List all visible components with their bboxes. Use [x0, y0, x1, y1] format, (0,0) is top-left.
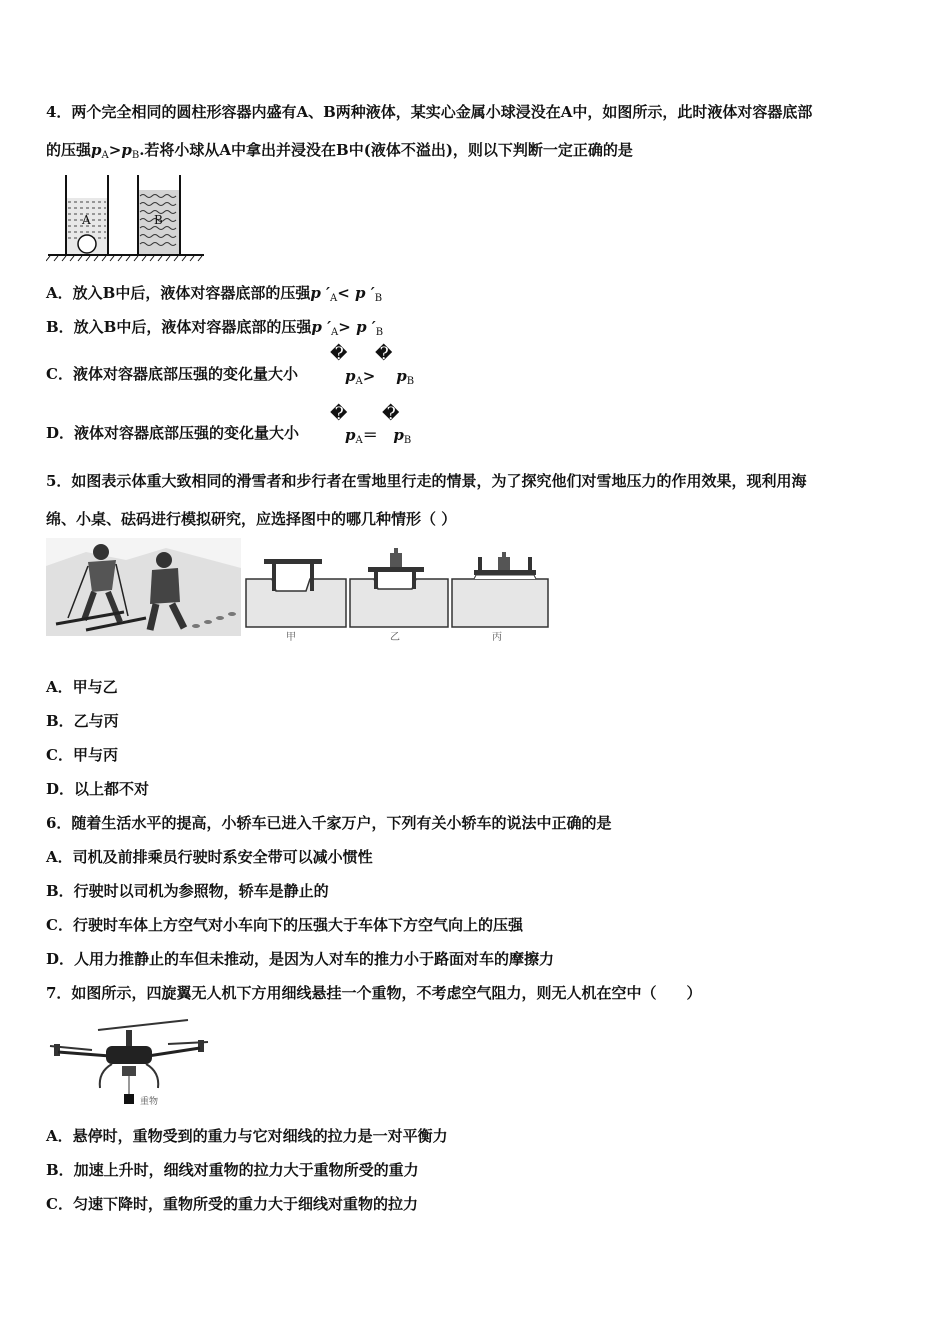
q4-option-a — [46, 283, 382, 309]
q5-fig-label-bing: 丙 — [492, 632, 502, 643]
q4-option-c: C．液体对容器底部压强的变化量大小 — [46, 365, 298, 383]
subscript-a: A — [331, 327, 339, 338]
q6-option-d: D．人用力推静止的车但未推动，是因为人对车的推力小于路面对车的摩擦力 — [46, 950, 555, 968]
q5-option-c: C．甲与丙 — [46, 746, 118, 764]
lt-sign: < — [337, 284, 350, 302]
gt-sign: > — [362, 367, 376, 385]
missing-delta-glyph: � — [330, 344, 348, 364]
q7-option-a: A．悬停时，重物受到的重力与它对细线的拉力是一对平衡力 — [46, 1127, 448, 1145]
q4-stem-line2-suffix: .若将小球从A中拿出并浸没在B中(液体不溢出)，则以下判断一定正确的是 — [139, 141, 633, 159]
q5-option-d: D．以上都不对 — [46, 780, 150, 798]
p-symbol: p — [393, 426, 404, 444]
q5-snow-figure — [46, 538, 241, 636]
q4-stem-line1: 4．两个完全相同的圆柱形容器内盛有A、B两种液体，某实心金属小球浸没在A中，如图所示，此时液体对容器底部 — [46, 103, 813, 121]
q4-option-b — [46, 317, 383, 343]
q6-option-b: B．行驶时以司机为参照物，轿车是静止的 — [46, 882, 329, 900]
q4-fig-label-a: A — [82, 213, 91, 227]
gt-sign: > — [338, 318, 351, 336]
q5-stem-line1: 5．如图表示体重大致相同的滑雪者和步行者在雪地里行走的情景，为了探究他们对雪地压力的作用效果，现利用海 — [46, 472, 807, 490]
p-symbol: p — [396, 367, 407, 385]
q7-option-c: C．匀速下降时，重物所受的重力大于细线对重物的拉力 — [46, 1195, 418, 1213]
equal-sign: ＝ — [362, 426, 378, 444]
q4-stem-line2 — [46, 140, 633, 166]
p-symbol: p — [121, 141, 132, 159]
q4-option-d: D．液体对容器底部压强的变化量大小 — [46, 424, 300, 442]
subscript-a: A — [330, 293, 338, 304]
metal-ball — [78, 235, 96, 253]
subscript-b: B — [374, 293, 383, 304]
q4-option-d-math — [345, 425, 411, 451]
q4-stem-line2-prefix: 的压强 — [46, 141, 92, 159]
subscript-a: A — [101, 150, 109, 161]
p-prime: p ′ — [356, 318, 376, 336]
gt-sign: > — [108, 141, 122, 159]
q6-stem: 6．随着生活水平的提高，小轿车已进入千家万户，下列有关小轿车的说法中正确的是 — [46, 814, 612, 832]
p-symbol: p — [345, 367, 356, 385]
q5-fig-label-jia: 甲 — [286, 632, 296, 643]
q6-option-a: A．司机及前排乘员行驶时系安全带可以减小惯性 — [46, 848, 373, 866]
q5-option-a: A．甲与乙 — [46, 678, 118, 696]
p-symbol: p — [91, 141, 102, 159]
p-prime: p ′ — [355, 284, 375, 302]
q4-containers-figure — [46, 170, 206, 262]
q7-drone-figure — [48, 1016, 210, 1108]
q5-stem-line2: 绵、小桌、砝码进行模拟研究，应选择图中的哪几种情形（ ） — [46, 510, 457, 528]
subscript-b: B — [406, 376, 415, 387]
subscript-b: B — [403, 435, 412, 446]
q7-option-b: B．加速上升时，细线对重物的拉力大于重物所受的重力 — [46, 1161, 419, 1179]
p-prime: p ′ — [311, 318, 332, 336]
q4-option-b-text: B．放入B中后，液体对容器底部的压强 — [46, 318, 312, 336]
q4-option-a-text: A．放入B中后，液体对容器底部的压强 — [46, 284, 311, 302]
p-prime: p ′ — [310, 284, 330, 302]
q7-fig-label-weight: 重物 — [140, 1097, 159, 1107]
p-symbol: p — [345, 426, 356, 444]
q6-option-c: C．行驶时车体上方空气对小车向下的压强大于车体下方空气向上的压强 — [46, 916, 523, 934]
missing-delta-glyph: � — [382, 404, 400, 424]
subscript-b: B — [375, 327, 384, 338]
q5-option-b: B．乙与丙 — [46, 712, 119, 730]
q7-stem: 7．如图所示，四旋翼无人机下方用细线悬挂一个重物，不考虑空气阻力，则无人机在空中（ ） — [46, 984, 702, 1002]
subscript-b: B — [131, 150, 140, 161]
q4-fig-label-b: B — [154, 213, 163, 227]
subscript-a: A — [355, 376, 363, 387]
subscript-a: A — [355, 435, 363, 446]
q5-fig-label-yi: 乙 — [390, 632, 400, 643]
q4-option-c-math — [345, 366, 414, 392]
missing-delta-glyph: � — [375, 344, 393, 364]
missing-delta-glyph: � — [330, 404, 348, 424]
